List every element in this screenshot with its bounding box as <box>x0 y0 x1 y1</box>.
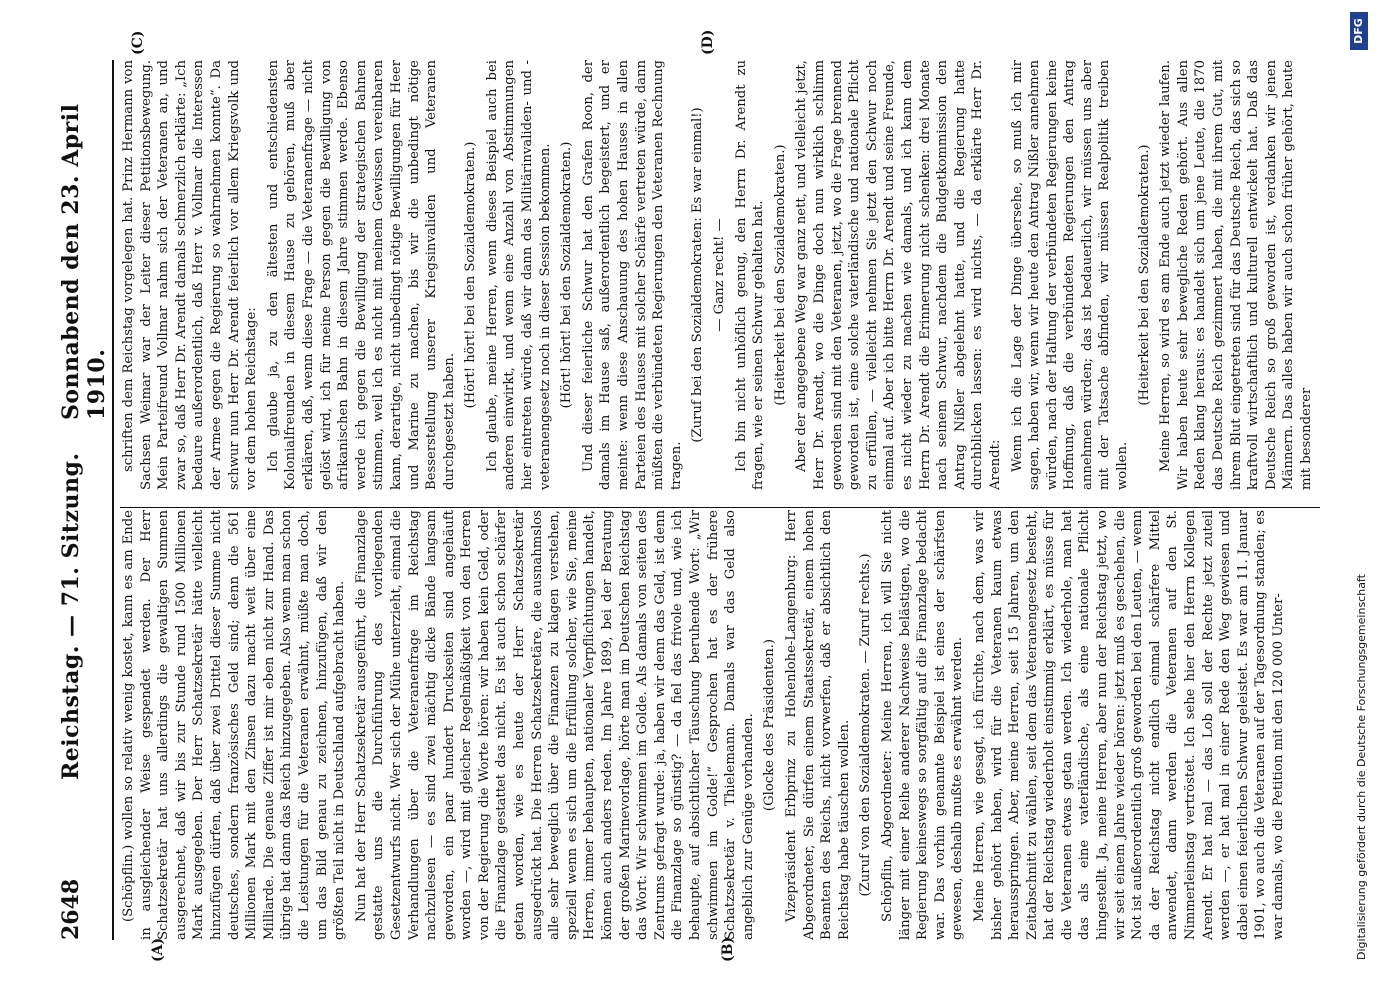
dfg-logo: DFG <box>1350 12 1368 50</box>
paragraph: schriften dem Reichstag vorgelegen hat. Prinz Hermann von Sachsen Weimar war der Leiter dieser Petitionsbewegung. Mein Parteifreund Vollmar nahm sich der Veteranen an, und zwar so, daß Herr Dr. Arendt damals schmerzlich erklärte: „Ich bedaure außerordentlich, daß Herr v. Vollmar die Interessen der Armee gegen die Regierung so wahrnehmen konnte“. Da schwur nun Herr Dr. Arendt feierlich vor allem Kriegsvolk und vor dem hohen Reichstage: <box>121 60 260 490</box>
quotation: Ich glaube, meine Herren, wenn dieses Beispiel auch bei anderen einwirkt, und wenn eine Anzahl von Abstimmungen hier eintreten würde, daß wir dann das Militärinvaliden- und -veteranengesetz noch in dieser Session bekommen. <box>484 60 553 490</box>
paragraph: Aber der angegebene Weg war ganz nett, und vielleicht jetzt, Herr Dr. Arendt, wo die Dinge doch nun wirklich schlimm geworden sind mit den Veteranen, jetzt, wo die Frage brennend geworden ist, eine solche vaterländische und nationale Pflicht zu erfüllen, — vielleicht nehmen Sie jetzt den Schwur noch einmal auf. Aber ich bitte Herrn Dr. Arendt und seine Freunde, es nicht wieder zu machen wie damals, und ich kann dem Herrn Dr. Arendt die Erinnerung nicht schenken: drei Monate nach seinem Schwur, nachdem die Budgetkommission den Antrag Nißler abgelehnt hatte, und die Regierung hatte durchblicken lassen: es wird nichts, — da erklärte Herr Dr. Arendt: <box>794 60 1003 490</box>
margin-mark-a: (A) <box>150 937 166 962</box>
session-date: Sonnabend den 23. April 1910. <box>58 103 110 420</box>
margin-mark-b: (B) <box>720 936 736 962</box>
quotation: Wenn ich die Lage der Dinge übersehe, so muß ich mir sagen, haben wir, wenn wir heute den Antrag Nißler annehmen würden, nach der Haltung der verbündeten Regierungen keine Hoffnung, daß die verbündeten Regierungen den Antrag annehmen würden; das ist bedauerlich, wir müssen uns aber mit der Tatsache abfinden, wir müssen Realpolitik treiben wollen. <box>1009 60 1131 490</box>
stage-direction: (Heiterkeit bei den Sozialdemokraten.) <box>1136 144 1152 406</box>
page-number: 2648 <box>58 878 84 940</box>
paragraph: Meine Herren, wie gesagt, ich fürchte, nach dem, was wir bisher gehört haben, wird für die Veteranen kaum etwas herausspringen. Aber, meine Herren, seit 15 Jahren, um den Zeitabschnitt zu wählen, seit dem das Veteranengesetz besteht, hat der Reichstag wiederholt einstimmig erklärt, es müsse für die Veteranen etwas getan werden. Ich wiederhole, man hat das als eine vaterländische, als eine nationale Pflicht hingestellt. Ja, meine Herren, aber nun der Reichstag jetzt, wo wir seit einem Jahre wieder hören: jetzt muß es geschehen, die Not ist außerordentlich groß geworden bei den Leuten, — wenn da der Reichstag nicht endlich einmal schärfere Mittel anwendet, dann werden die Veteranen auf den St. Nimmerleinstag vertröstet. Ich sehe hier den Herrn Kollegen Arendt. Er hat mal — das Lob soll der Rechte jetzt zuteil werden —, er hat mal in einer Rede den Weg gewiesen und dabei einen feierlichen Schwur geleistet. Es war am 11. Januar 1901, wo auch die Veteranen auf der Tagesordnung standen; es war damals, wo die Petition mit den 120 000 Unter- <box>971 510 1286 940</box>
paragraph: Vizepräsident Erbprinz zu Hohenlohe-Langenburg: Herr Abgeordneter, Sie dürfen einem Staatssekretär, einem hohen Beamten des Reichs, nicht vorwerfen, daß er absichtlich den Reichstag habe täuschen wollen. <box>783 510 852 940</box>
stage-direction: (Glocke des Präsidenten.) <box>762 638 778 812</box>
stage-direction: — Ganz recht! — <box>712 218 727 332</box>
stage-direction: (Hört! hört! bei den Sozialdemokraten.) <box>463 141 479 409</box>
paragraph: Nun hat der Herr Schatzsekretär ausgeführt, die Finanzlage gestatte uns die Durchführung des vorliegenden Gesetzentwurfs nicht. Wer sich der Mühe unterzieht, einmal die Verhandlungen über die Veteranenfrage im Reichstag nachzulesen — es sind zwei mächtig dicke Bände langsam geworden, ein paar hundert Druckseiten sind angehäuft worden —, wird mit gleicher Regelmäßigkeit von den Herren von der Regierung die Worte hören: wir haben kein Geld, oder die Finanzlage gestattet das nicht. Es ist auch schon schärfer getan worden, wie es heute der Herr Schatzsekretär ausgedrückt hat. Die Herren Schatzsekretäre, die ausnahmslos alle sehr beweglich über die Finanzen zu klagen verstehen, speziell wenn es sich um die Erfüllung solcher, wie Sie, meine Herren, immer behaupten, nationaler Verpflichtungen handelt, können auch anders reden. Im Jahre 1899, bei der Beratung der großen Marinevorlage, hörte man im Deutschen Reichstag das Wort: Wir schwimmen im Golde. Als damals von seiten des Zentrums gefragt wurde: ja, haben wir denn das Geld, ist denn die Finanzlage so günstig? — da fiel das frivole und, wie ich behaupte, auf absichtlicher Täuschung beruhende Wort: „Wir schwimmen im Golde!“ Gesprochen hat es der frühere Schatzsekretär v. Thielemann. Damals war das Geld also angeblich zur Genüge vorhanden. <box>353 510 756 940</box>
digitization-credit: Digitalisierung gefördert durch die Deutsche Forschungsgemeinschaft <box>1355 574 1368 960</box>
column-divider <box>120 507 1320 508</box>
margin-mark-d: (D) <box>700 29 716 55</box>
paragraph: Schöpflin, Abgeordneter: Meine Herren, ich will Sie nicht länger mit einer Reihe anderer Nachweise belästigen, wo die Regierung keineswegs so sorgfältig auf die Finanzlage bedacht war. Das vorhin genannte Beispiel ist eines der schärfsten gewesen, deshalb mußte es erwähnt werden. <box>879 510 966 940</box>
paragraph: Und dieser feierliche Schwur hat den Grafen Roon, der damals im Hause saß, außerordentlich begeistert, und er meinte: wenn diese Anschauung des hohen Hauses in allen Parteien des Hauses mit solcher Schärfe vertreten würde, dann müßten die verbündeten Regierungen den Veteranen Rechnung tragen. <box>580 60 684 490</box>
running-title: Reichstag. — 71. Sitzung. <box>58 452 84 780</box>
left-text-column <box>120 510 1320 940</box>
stage-direction: (Zuruf von den Sozialdemokraten. — Zuruf rechts.) <box>858 553 874 897</box>
paragraph: (Schöpflin.) wollen so relativ wenig kostet, kann es am Ende in ausgleichender Weise gespendet werden. Der Herr Schatzsekretär hat uns allerdings die gewaltigen Summen ausgerechnet, daß wir bis zur Stunde rund 1500 Millionen Mark ausgegeben. Der Herr Schatzsekretär hätte vielleicht hinzufügen dürfen, daß über zwei Drittel dieser Summe nicht deutsches, sondern französisches Geld sind; denn die 561 Millionen Mark mit den Zinsen dazu macht weit über eine Milliarde. Die genaue Ziffer ist mir eben nicht zur Hand. Das übrige hat dann das Reich hinzugegeben. Also wenn man schon die Leistungen für die Veteranen erwähnt, müßte man doch, um das Bild genau zu zeichnen, hinzufügen, daß wir den größten Teil nicht in Deutschland aufgebracht haben. <box>121 510 348 940</box>
margin-mark-c: (C) <box>130 30 146 55</box>
stage-direction: (Hört! hört! bei den Sozialdemokraten.) <box>559 141 575 409</box>
header-rule <box>112 60 114 940</box>
paragraph: Meine Herren, so wird es am Ende auch jetzt wieder laufen. Wir haben heute sehr bewegliche Reden gehört. Aus allen Reden klang heraus: es handelt sich um jene Leute, die 1870 das Deutsche Reich gezimmert haben, die mit ihrem Gut, mit ihrem Blut eingetreten sind für das Deutsche Reich, das sich so kraftvoll wirtschaftlich und kulturell entwickelt hat. Daß das Deutsche Reich so groß geworden ist, verdanken wir jenen Männern. Das alles haben wir auch schon früher gehört, heute mit besonderer <box>1158 60 1314 490</box>
paragraph: Ich bin nicht unhöflich genug, den Herrn Dr. Arendt zu fragen, wie er seinen Schwur gehalten hat. <box>733 60 767 490</box>
stage-direction: (Heiterkeit bei den Sozialdemokraten.) <box>772 144 788 406</box>
quotation: Ich glaube ja, zu den ältesten und entschiedensten Kolonialfreunden in diesem Hause zu gehören, muß aber erklären, daß, wenn diese Frage — die Veteranenfrage — nicht gelöst wird, ich für meine Person gegen die Bewilligung von afrikanischen Bahn in diesem Jahre stimmen werde. Ebenso werde ich gegen die Bewilligung der strategischen Bahnen stimmen, weil ich es nicht mit meinem Gewissen vereinbaren kann, derartige, nicht unbedingt nötige Bewilligungen für Heer und Marine zu machen, bis wir die unbedingt nötige Besserstellung unserer Kriegsinvaliden und Veteranen durchgesetzt haben. <box>265 60 457 490</box>
stage-direction: (Zuruf bei den Sozialdemokraten: Es war einmal!) <box>690 107 706 443</box>
page-header <box>20 60 110 940</box>
right-text-column <box>120 60 1320 490</box>
